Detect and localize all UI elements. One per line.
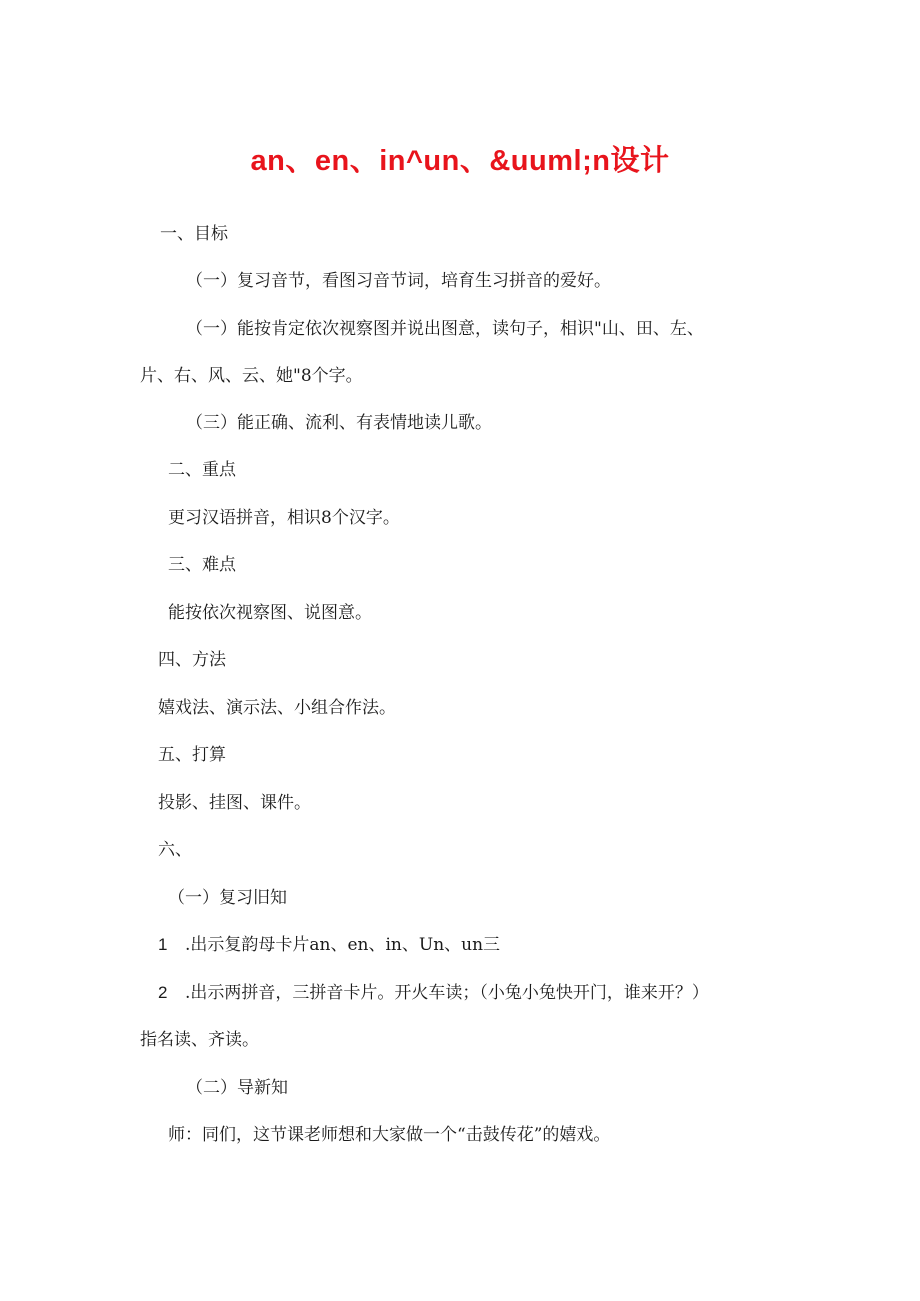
section-heading-goals: 一、目标 [160, 224, 228, 244]
section-heading-preparation: 五、打算 [158, 745, 226, 765]
paragraph: 嬉戏法、演示法、小组合作法。 [158, 698, 396, 718]
section-heading-difficulties: 三、难点 [168, 555, 236, 575]
paragraph: 能按依次视察图、说图意。 [168, 603, 372, 623]
paragraph: 投影、挂图、课件。 [158, 793, 311, 813]
paragraph: （一）能按肯定依次视察图并说出图意，读句子，相识"山、田、左、 [186, 319, 704, 339]
subsection-heading: （二）导新知 [186, 1078, 288, 1098]
section-heading-key-points: 二、重点 [168, 460, 236, 480]
paragraph: （一）复习音节，看图习音节词，培育生习拼音的爱好。 [186, 271, 611, 291]
list-number: 1 [158, 935, 168, 954]
section-heading-methods: 四、方法 [158, 650, 226, 670]
list-item: .出示两拼音，三拼音卡片。开火车读；（小兔小兔快开门，谁来开？） [185, 983, 709, 1003]
paragraph: 更习汉语拼音，相识8个汉字。 [168, 508, 400, 528]
paragraph: （三）能正确、流利、有表情地读儿歌。 [186, 413, 492, 433]
paragraph: 指名读、齐读。 [140, 1030, 259, 1050]
document-title: an、en、in^un、&uuml;n设计 [250, 145, 670, 177]
subsection-heading: （一）复习旧知 [168, 888, 287, 908]
paragraph: 师：同们，这节课老师想和大家做一个“击鼓传花”的嬉戏。 [168, 1125, 611, 1145]
list-item: .出示复韵母卡片an、en、in、Un、un三 [185, 935, 501, 955]
section-heading-six: 六、 [158, 840, 192, 860]
list-number: 2 [158, 983, 168, 1002]
paragraph: 片、右、风、云、她"8个字。 [140, 366, 363, 386]
